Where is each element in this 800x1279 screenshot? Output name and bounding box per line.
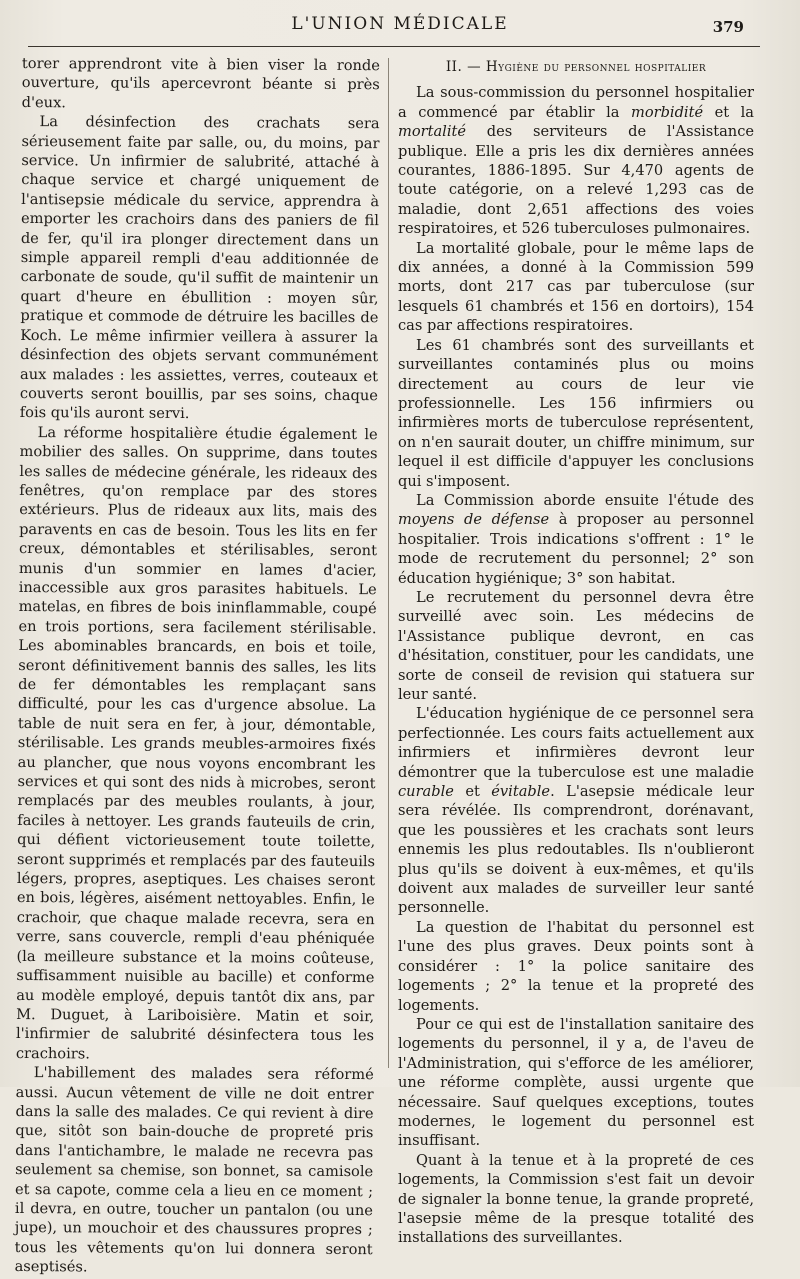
emphasis: morbidité [630,103,704,121]
paragraph: Pour ce qui est de l'installation sanitaire des logements du personnel, il y a, de l'aveu de l'Administration, qui s'efforce de les améliorer, une réforme complète, aussi urgente que nécessaire. Sauf quelques exceptions, toutes modernes, le logement du personnel est insuffisant. [398,1015,754,1150]
page-number: 379 [712,18,744,36]
journal-title: L'UNION MÉDICALE [291,14,509,34]
text-run: des serviteurs de l'Assistance publique. Elle a pris les dix dernières années courantes, 1886-1895. Sur 4,470 agents de toute catégorie, on a relevé 1,293 cas de maladie, dont 2,651 affections des voies respiratoires, et 526 tuberculoses pulmonaires. [398,123,755,238]
section-number: II. — [445,59,482,75]
paragraph [398,491,754,588]
text-run: La sous-commission du personnel hospitalier a commencé par établir la [398,84,754,121]
emphasis: curable [398,783,454,801]
section-title: Hygiène du personnel hospitalier [485,59,707,75]
paragraph [398,83,754,238]
emphasis: moyens de défense [398,511,550,529]
emphasis: mortalité [398,123,467,141]
paragraph: L'habillement des malades sera réformé aussi. Aucun vêtement de ville ne doit entrer dans la salle des malades. Ce qui revient à dire que, sitôt son bain-douche de propreté pris dans l'antichambre, le malade ne recevra pas seulement sa chemise, son bonnet, sa camisole et sa capote, comme cela a lieu en ce moment ; il devra, en outre, toucher un pantalon (ou une jupe), un mouchoir et des chaussures propres ; tous les vêtements qu'on lui donnera seront aseptisés. [14,1064,374,1276]
paragraph [398,704,754,917]
paragraph: torer apprendront vite à bien viser la ronde ouverture, qu'ils apercevront béante si près d'eux. [21,54,380,112]
column-divider [388,58,389,1068]
text-run: L'éducation hygiénique de ce personnel sera perfectionnée. Les cours faits actuellement aux infirmiers et infirmières devront leur démontrer que la tuberculose est une maladie [398,705,754,781]
text-run: et [465,783,480,801]
paragraph: La désinfection des crachats sera sérieusement faite par salle, ou, du moins, par service. Un infirmier de salubrité, attaché à chaque service et chargé uniquement de l'antisepsie médicale du service, apprendra à emporter les crachoirs dans des paniers de fil de fer, qu'il ira plonger directement dans un simple appareil rempli d'eau additionnée de carbonate de soude, qu'il suffit de maintenir un quart d'heure en ébullition : moyen sûr, pratique et commode de détruire les bacilles de Koch. Le même infirmier veillera à assurer la désinfection des objets servant communément aux malades : les assiettes, verres, couteaux et couverts seront bouillis, par ses soins, chaque fois qu'ils auront servi. [19,113,380,423]
text-run: à proposer au personnel hospitalier. Trois indications s'offrent : 1° le mode de recrutement du personnel; 2° son éducation hygiénique; 3° son habitat. [398,511,755,587]
paragraph: Les 61 chambrés sont des surveillants et surveillantes contaminés plus ou moins directement au cours de leur vie professionnelle. Les 156 infirmiers ou infirmières morts de tuberculose représentent, on n'en saurait douter, un chiffre minimum, sur lequel il est difficile d'appuyer les conclusions qui s'imposent. [398,336,754,490]
section-heading [398,58,754,77]
text-run: . L'asepsie médicale leur sera révélée. Ils comprendront, dorénavant, que les poussières et les crachats sont leurs ennemis les plus redoutables. Ils n'oublieront plus qu'ils se doivent à eux-mêmes, et qu'ils doivent aux malades de surveiller leur santé personnelle. [398,783,755,917]
paragraph: La question de l'habitat du personnel est l'une des plus graves. Deux points sont à considérer : 1° la police sanitaire des logements ; 2° la tenue et la propreté des logements. [398,918,754,1014]
paragraph: La mortalité globale, pour le même laps de dix années, a donné à la Commission 599 morts, dont 217 cas par tuberculose (sur lesquels 61 chambrés et 156 en dortoirs), 154 cas par affections respiratoires. [398,239,754,335]
text-run: et la [714,103,755,121]
paragraph: Le recrutement du personnel devra être surveillé avec soin. Les médecins de l'Assistance publique devront, en cas d'hésitation, constituer, pour les candidats, une sorte de conseil de revision qui statuera sur leur santé. [398,588,754,703]
paragraph: La réforme hospitalière étudie également le mobilier des salles. On supprime, dans toutes les salles de médecine générale, les rideaux des fenêtres, qu'on remplace par des stores extérieurs. Plus de rideaux aux lits, mais des paravents en cas de besoin. Tous les lits en fer creux, démontables et stérilisables, seront munis d'un sommier en lames d'acier, inaccessible aux gros parasites habituels. Le matelas, en fibres de bois ininflammable, coupé en trois portions, sera facilement stérilisable. Les abominables brancards, en bois et toile, seront définitivement bannis des salles, les lits de fer démontables les remplaçant sans difficulté, pour les cas d'urgence absolue. La table de nuit sera en fer, à jour, démontable, stérilisable. Les grands meubles-armoires fixés au plancher, que nous voyons encombrant les services et qui sont des nids à microbes, seront remplacés par des meubles roulants, à jour, faciles à nettoyer. Les grands fauteuils de crin, qui défient victorieusement toute toilette, seront supprimés et remplacés par des fauteuils légers, propres, aseptiques. Les chaises seront en bois, légères, aisément nettoyables. Enfin, le crachoir, que chaque malade recevra, sera en verre, sans couvercle, rempli d'eau phéniquée (la meilleure substance et la moins coûteuse, suffisamment nuisible au bacille) et conforme au modèle employé, depuis tantôt dix ans, par M. Duguet, à Lariboisière. Matin et soir, l'infirmier de salubrité désinfectera tous les crachoirs. [15,423,378,1063]
running-head [0,10,800,40]
left-column [14,54,380,1276]
text-run: La Commission aborde ensuite l'étude des [416,491,754,509]
paragraph: Quant à la tenue et à la propreté de ces logements, la Commission s'est fait un devoir de signaler la bonne tenue, la grande propreté, l'asepsie même de la presque totalité des installations des surveillantes. [398,1151,754,1247]
header-rule [28,46,760,47]
emphasis: évitable [491,783,551,801]
right-column [398,54,755,1247]
